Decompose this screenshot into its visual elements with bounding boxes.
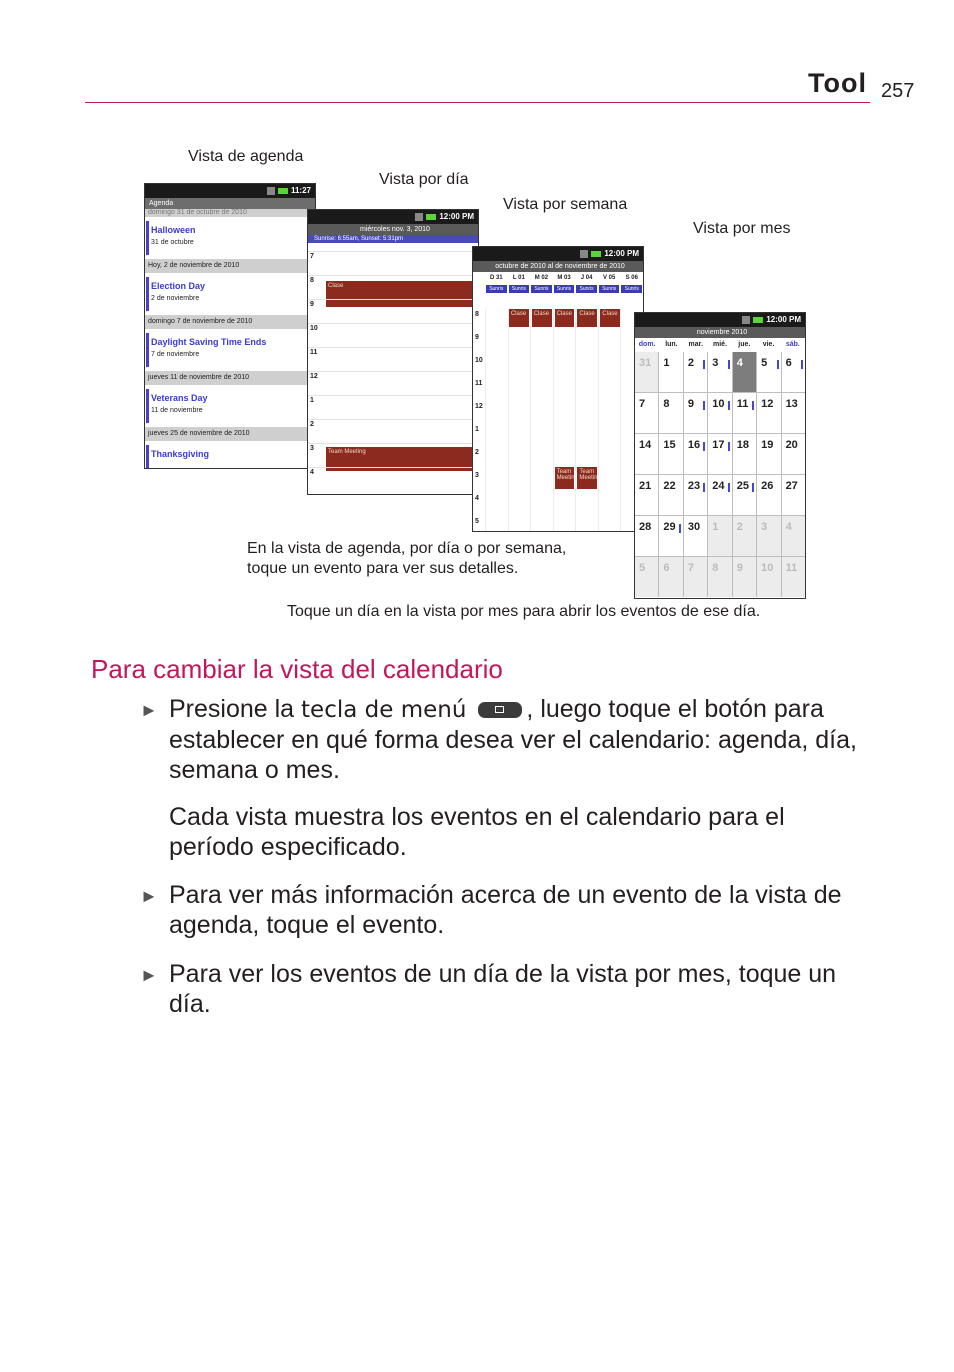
status-time: 12:00 PM — [766, 315, 801, 324]
caption-day: Vista por día — [379, 171, 469, 188]
agenda-event-title: Election Day — [151, 281, 206, 291]
agenda-date-separator: domingo 7 de noviembre de 2010 — [145, 315, 315, 329]
hour-label: 8 — [475, 311, 479, 318]
week-sunrise-cell: Sunris — [621, 285, 642, 293]
month-day-cell[interactable]: 6 — [782, 352, 805, 392]
day-view-screenshot — [307, 209, 479, 495]
month-weekday-header: jue. — [738, 341, 751, 348]
week-event-team-meeting[interactable]: Team Meetin — [577, 467, 597, 489]
agenda-header-date: domingo 31 de octubre de 2010 — [145, 209, 315, 217]
month-day-cell[interactable]: 21 — [635, 475, 658, 515]
month-day-cell[interactable]: 5 — [757, 352, 780, 392]
status-bar — [145, 184, 315, 198]
event-color-bar — [146, 445, 149, 469]
instruction-3: Para ver más información acerca de un evento de la vista de agenda, toque el evento. — [169, 881, 842, 939]
month-day-cell[interactable]: 27 — [782, 475, 805, 515]
status-bar — [635, 313, 805, 327]
month-day-cell[interactable]: 29 — [659, 516, 682, 556]
event-indicator — [752, 483, 754, 492]
caption-tap-day: Toque un día en la vista por mes para abrir los eventos de ese día. — [287, 603, 761, 620]
battery-icon — [591, 251, 601, 257]
battery-icon — [426, 214, 436, 220]
month-day-cell[interactable]: 13 — [782, 393, 805, 433]
hour-label: 5 — [475, 518, 479, 525]
day-sun-info: Sunrise: 6:55am, Sunset: 5:31pm — [308, 235, 478, 243]
caption-week: Vista por semana — [503, 196, 628, 213]
signal-icon — [267, 187, 275, 195]
hour-label: 7 — [310, 253, 314, 260]
hour-line — [308, 347, 478, 348]
month-day-cell[interactable]: 8 — [708, 557, 731, 597]
status-time: 12:00 PM — [604, 249, 639, 258]
month-day-cell[interactable]: 7 — [684, 557, 707, 597]
event-indicator — [728, 360, 730, 369]
agenda-date-separator: jueves 11 de noviembre de 2010 — [145, 371, 315, 385]
event-indicator — [777, 360, 779, 369]
hour-line — [308, 443, 478, 444]
month-day-cell[interactable]: 18 — [733, 434, 756, 474]
status-bar — [308, 210, 478, 224]
hour-label: 2 — [475, 449, 479, 456]
caption-month: Vista por mes — [693, 220, 791, 237]
agenda-event[interactable] — [145, 217, 315, 259]
hour-label: 11 — [475, 380, 483, 387]
signal-icon — [742, 316, 750, 324]
event-indicator — [728, 442, 730, 451]
week-day-header[interactable]: L 01 — [512, 275, 525, 281]
week-event-class[interactable]: Clase — [555, 309, 575, 327]
month-weekday-header: lun. — [665, 341, 678, 348]
month-day-cell[interactable]: 2 — [733, 516, 756, 556]
status-bar — [473, 247, 643, 261]
month-weekday-header: dom. — [638, 341, 656, 348]
month-day-cell[interactable]: 15 — [659, 434, 682, 474]
menu-key-icon — [478, 702, 522, 718]
event-indicator — [728, 401, 730, 410]
agenda-event-date: 11 de noviembre — [151, 407, 203, 414]
week-sunrise-cell: Sunris — [509, 285, 530, 293]
month-day-cell[interactable]: 11 — [782, 557, 805, 597]
month-title: noviembre 2010 — [635, 327, 805, 338]
event-indicator — [728, 483, 730, 492]
week-event-class[interactable]: Clase — [532, 309, 552, 327]
week-day-header[interactable]: D 31 — [489, 275, 503, 281]
hour-label: 3 — [475, 472, 479, 479]
battery-icon — [753, 317, 763, 323]
month-day-cell[interactable]: 6 — [659, 557, 682, 597]
page-header-title: Tool — [808, 68, 867, 98]
month-day-cell[interactable]: 10 — [757, 557, 780, 597]
hour-line — [308, 395, 478, 396]
caption-tap-event-line1: En la vista de agenda, por día o por semana, — [247, 540, 567, 557]
caption-agenda: Vista de agenda — [188, 148, 304, 165]
week-day-header[interactable]: V 05 — [603, 275, 616, 281]
hour-label: 3 — [310, 445, 314, 452]
section-title: Para cambiar la vista del calendario — [91, 654, 503, 684]
agenda-view-screenshot — [144, 183, 316, 469]
week-sunrise-cell: Sunris — [554, 285, 575, 293]
instruction-1-pre: Presione la — [169, 695, 302, 723]
month-day-cell[interactable]: 25 — [733, 475, 756, 515]
month-day-cell[interactable]: 30 — [684, 516, 707, 556]
event-indicator — [679, 524, 681, 533]
week-sunrise-row — [485, 284, 643, 294]
week-day-header[interactable]: M 03 — [557, 275, 571, 281]
day-event-class[interactable]: Clase — [326, 281, 476, 307]
instruction-2: Cada vista muestra los eventos en el calendario para el período especificado. — [169, 803, 785, 861]
day-event-team-meeting[interactable]: Team Meeting — [326, 447, 476, 471]
week-event-class[interactable]: Clase — [577, 309, 597, 327]
week-event-class[interactable]: Clase — [509, 309, 529, 327]
agenda-event-date: 31 de octubre — [151, 239, 194, 246]
event-color-bar — [146, 221, 149, 255]
week-day-headers — [485, 272, 643, 284]
hour-label: 1 — [475, 426, 479, 433]
month-day-cell[interactable]: 20 — [782, 434, 805, 474]
status-time: 12:00 PM — [439, 212, 474, 221]
week-sunrise-cell: Sunris — [486, 285, 507, 293]
week-title: octubre de 2010 al de noviembre de 2010 — [473, 261, 643, 272]
hour-label: 4 — [475, 495, 479, 502]
month-day-cell[interactable]: 2 — [684, 352, 707, 392]
agenda-date-separator: jueves 25 de noviembre de 2010 — [145, 427, 315, 441]
agenda-event-date: 7 de noviembre — [151, 351, 200, 358]
month-day-cell[interactable]: 9 — [733, 557, 756, 597]
month-day-cell[interactable]: 17 — [708, 434, 731, 474]
hour-label: 2 — [310, 421, 314, 428]
bullet-icon: ► — [140, 886, 158, 906]
agenda-event-date: 2 de noviembre — [151, 295, 200, 302]
week-sunrise-cell: Sunris — [576, 285, 597, 293]
week-day-header[interactable]: J 04 — [580, 275, 593, 281]
signal-icon — [415, 213, 423, 221]
hour-line — [308, 275, 478, 276]
page-number: 257 — [881, 80, 915, 102]
month-day-cell[interactable]: 7 — [635, 393, 658, 433]
day-grid — [308, 243, 478, 493]
month-weekday-header: sáb. — [785, 341, 800, 348]
hour-line — [308, 467, 478, 468]
event-indicator — [703, 401, 705, 410]
month-day-cell[interactable]: 14 — [635, 434, 658, 474]
agenda-event-title: Daylight Saving Time Ends — [151, 337, 267, 347]
hour-line — [308, 299, 478, 300]
event-indicator — [801, 360, 803, 369]
agenda-event[interactable] — [145, 273, 315, 315]
month-day-cell[interactable]: 8 — [659, 393, 682, 433]
month-weekday-header: mar. — [688, 341, 703, 348]
month-day-cell[interactable]: 26 — [757, 475, 780, 515]
month-day-cell[interactable]: 5 — [635, 557, 658, 597]
agenda-event-title: Veterans Day — [151, 393, 208, 403]
month-day-cell[interactable]: 1 — [708, 516, 731, 556]
month-weekday-header: mié. — [712, 341, 727, 348]
month-weekday-headers — [635, 338, 805, 352]
hour-label: 4 — [310, 469, 314, 476]
day-title: miércoles nov. 3, 2010 — [308, 224, 478, 235]
status-time: 11:27 — [290, 186, 311, 195]
agenda-event[interactable] — [145, 385, 315, 427]
hour-line — [308, 371, 478, 372]
month-day-cell[interactable]: 22 — [659, 475, 682, 515]
month-day-cell[interactable]: 24 — [708, 475, 731, 515]
event-indicator — [703, 483, 705, 492]
hour-label: 9 — [310, 301, 314, 308]
instruction-1-post: , luego toque el botón para establecer en qué forma desea ver el calendario: agenda, día, semana o mes. — [169, 695, 857, 784]
instruction-1 — [169, 694, 869, 785]
month-day-cell[interactable]: 23 — [684, 475, 707, 515]
event-indicator — [752, 401, 754, 410]
hour-label: 9 — [475, 334, 479, 341]
hour-label: 12 — [310, 373, 318, 380]
month-weekday-header: vie. — [762, 341, 775, 348]
agenda-title: Agenda — [145, 198, 315, 209]
month-day-cell[interactable]: 4 — [733, 352, 756, 392]
bullet-icon: ► — [140, 965, 158, 985]
hour-label: 11 — [310, 349, 318, 356]
caption-tap-event — [247, 539, 566, 579]
hour-line — [308, 419, 478, 420]
event-indicator — [703, 360, 705, 369]
menu-key-label: tecla de menú — [301, 697, 467, 723]
hour-line — [308, 323, 478, 324]
month-day-cell[interactable]: 28 — [635, 516, 658, 556]
month-day-cell[interactable]: 1 — [659, 352, 682, 392]
battery-icon — [278, 188, 288, 194]
month-day-cell[interactable]: 16 — [684, 434, 707, 474]
event-color-bar — [146, 333, 149, 367]
week-event-team-meeting[interactable]: Team Meetin — [555, 467, 575, 489]
week-day-header[interactable]: M 02 — [534, 275, 549, 281]
week-grid — [485, 309, 643, 531]
agenda-list — [145, 217, 318, 469]
bullet-icon: ► — [140, 700, 158, 720]
agenda-event-title: Halloween — [151, 225, 196, 235]
month-day-cell[interactable]: 12 — [757, 393, 780, 433]
hour-label: 8 — [310, 277, 314, 284]
caption-tap-event-line2: toque un evento para ver sus detalles. — [247, 560, 519, 577]
agenda-event[interactable] — [145, 441, 315, 469]
week-sunrise-cell: Sunris — [599, 285, 620, 293]
month-day-cell[interactable]: 3 — [708, 352, 731, 392]
agenda-event[interactable] — [145, 329, 318, 371]
month-day-cell[interactable]: 11 — [733, 393, 756, 433]
week-sunrise-cell: Sunris — [531, 285, 552, 293]
signal-icon — [580, 250, 588, 258]
agenda-date-separator: Hoy, 2 de noviembre de 2010 — [145, 259, 315, 273]
event-indicator — [703, 442, 705, 451]
month-day-cell[interactable]: 3 — [757, 516, 780, 556]
month-day-cell[interactable]: 10 — [708, 393, 731, 433]
hour-label: 10 — [475, 357, 483, 364]
header-rule — [85, 102, 870, 103]
hour-label: 1 — [310, 397, 314, 404]
event-color-bar — [146, 277, 149, 311]
week-event-class[interactable]: Clase — [600, 309, 620, 327]
hour-line — [308, 251, 478, 252]
week-view-screenshot — [472, 246, 644, 532]
month-view-screenshot — [634, 312, 806, 599]
month-day-cell[interactable]: 4 — [782, 516, 805, 556]
agenda-event-title: Thanksgiving — [151, 449, 210, 459]
month-day-cell[interactable]: 31 — [635, 352, 658, 392]
hour-label: 12 — [475, 403, 483, 410]
week-day-header[interactable]: S 06 — [625, 275, 638, 281]
hour-label: 10 — [310, 325, 318, 332]
month-grid — [635, 352, 805, 597]
month-day-cell[interactable]: 9 — [684, 393, 707, 433]
event-color-bar — [146, 389, 149, 423]
instruction-4: Para ver los eventos de un día de la vista por mes, toque un día. — [169, 960, 837, 1018]
month-day-cell[interactable]: 19 — [757, 434, 780, 474]
